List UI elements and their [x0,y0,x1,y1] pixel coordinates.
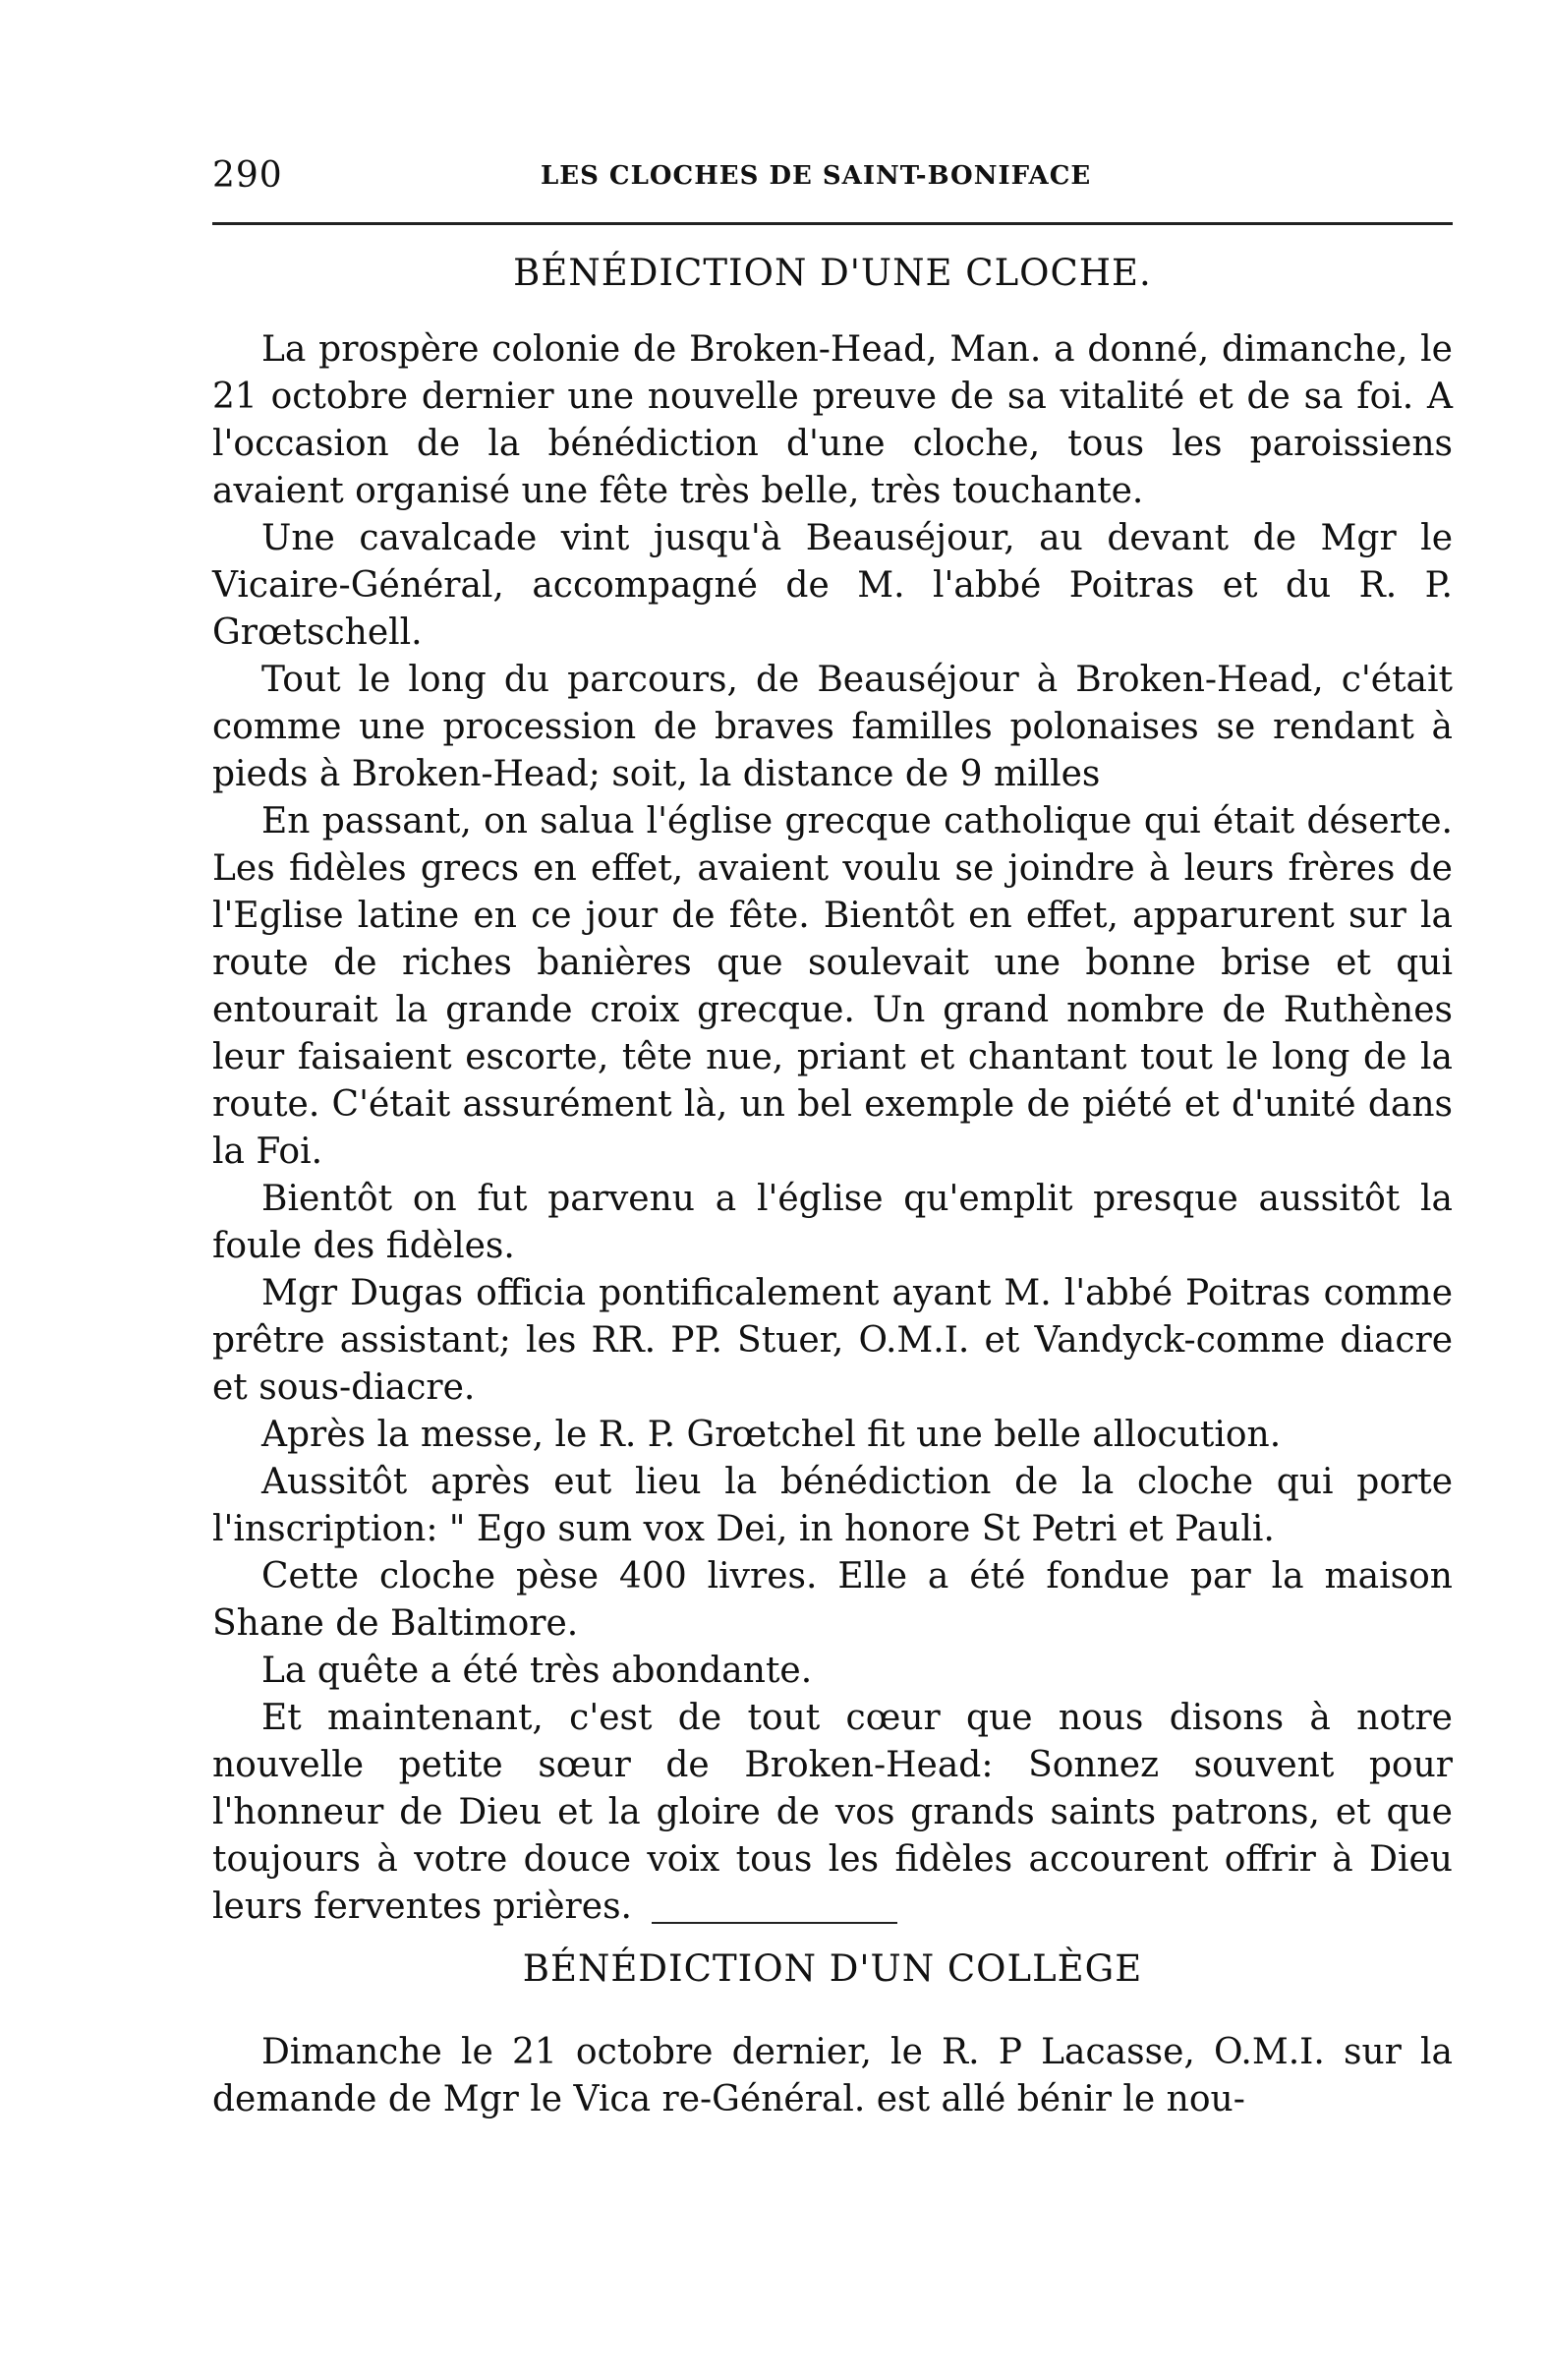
article-title-college: BÉNÉDICTION D'UN COLLÈGE [522,1947,1143,1990]
article-body-college [212,2029,1453,2123]
paragraph: Mgr Dugas officia pontificalement ayant M. l'abbé Poitras comme prêtre assistant; les RR. PP. Stuer, O.M.I. et Vandyck-comme diacre et sous-diacre. [212,1273,1453,1408]
paragraph: Dimanche le 21 octobre dernier, le R. P Lacasse, O.M.I. sur la demande de Mgr le Vica re-Général. est allé bénir le nou- [212,2032,1453,2119]
article-title-cloche: BÉNÉDICTION D'UNE CLOCHE. [513,252,1152,294]
running-title: LES CLOCHES DE SAINT-BONIFACE [541,161,1092,191]
paragraph: Bientôt on fut parvenu a l'église qu'emplit presque aussitôt la foule des fidèles. [212,1179,1453,1266]
article-body-cloche [212,326,1453,1931]
paragraph: La prospère colonie de Broken-Head, Man. a donné, dimanche, le 21 octobre dernier une nouvelle preuve de sa vitalité et de sa foi. A l'occasion de la bénédiction d'une cloche, tous les paroissiens avaient organisé une fête très belle, très touchante. [212,329,1453,511]
paragraph: Tout le long du parcours, de Beauséjour à Broken-Head, c'était comme une procession de braves familles polonaises se rendant à pieds à Broken-Head; soit, la distance de 9 milles [212,660,1453,794]
paragraph: Après la messe, le R. P. Grœtchel fit une belle allocution. [261,1415,1282,1455]
paragraph: La quête a été très abondante. [261,1651,813,1691]
running-head [212,155,1453,204]
paragraph: Cette cloche pèse 400 livres. Elle a été fondue par la maison Shane de Baltimore. [212,1556,1453,1644]
section-divider [652,1922,897,1924]
paragraph: En passant, on salua l'église grecque catholique qui était déserte. Les fidèles grecs en effet, avaient voulu se joindre à leurs frères de l'Eglise latine en ce jour de fête. Bientôt en effet, apparurent sur la route de riches banières que soulevait une bonne brise et qui entourait la grande croix grecque. Un grand nombre de Ruthènes leur faisaient escorte, tête nue, priant et chantant tout le long de la route. C'était assurément là, un bel exemple de piété et d'unité dans la Foi. [212,801,1453,1172]
paragraph: Aussitôt après eut lieu la bénédiction de la cloche qui porte l'inscription: " Ego sum vox Dei, in honore St Petri et Pauli. [212,1462,1453,1549]
page-number: 290 [212,155,283,196]
header-rule [212,222,1453,225]
paragraph: Une cavalcade vint jusqu'à Beauséjour, au devant de Mgr le Vicaire-Général, accompagné de M. l'abbé Poitras et du R. P. Grœtschell. [212,518,1453,653]
paragraph: Et maintenant, c'est de tout cœur que nous disons à notre nouvelle petite sœur de Broken-Head: Sonnez souvent pour l'honneur de Dieu et la gloire de vos grands saints patrons, et que toujours à votre douce voix tous les fidèles accourent offrir à Dieu leurs ferventes prières. [212,1698,1453,1927]
